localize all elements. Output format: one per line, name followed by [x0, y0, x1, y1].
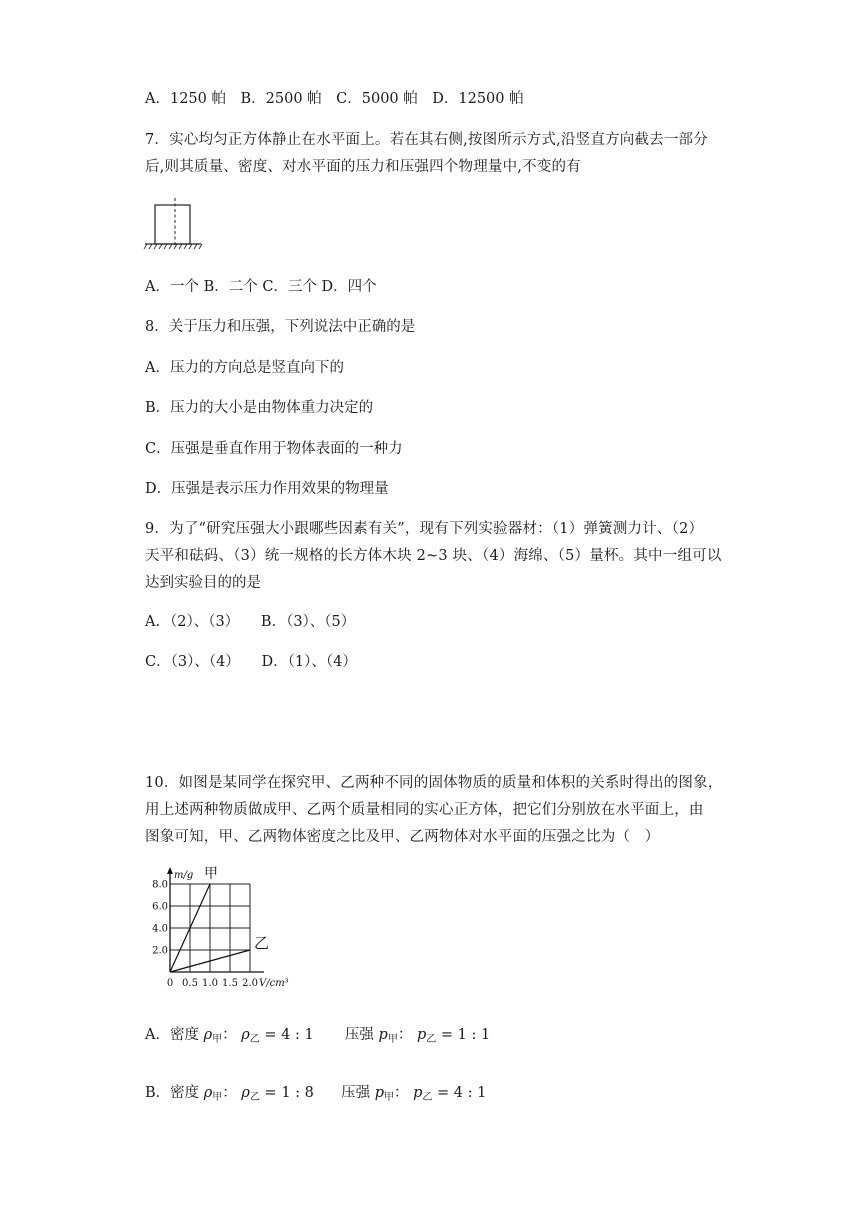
- q7-stem-line1: 7．实心均匀正方体静止在水平面上。若在其右侧,按图所示方式,沿竖直方向截去一部分: [145, 132, 708, 148]
- q10-option-a-density-ratio: 4 : 1: [281, 1027, 314, 1043]
- q8-option-b: B．压力的大小是由物体重力决定的: [145, 400, 374, 416]
- q10-option-a-pressure-ratio: 1 : 1: [457, 1027, 491, 1043]
- rho-jia-symbol: $\rho_甲$: [203, 1027, 223, 1045]
- y-tick-label: 4.0: [152, 923, 168, 935]
- x-tick-label: 1.5: [222, 978, 238, 989]
- q10-option-b-density-ratio: 1 : 8: [281, 1085, 314, 1101]
- x-tick-label: 2.0: [242, 978, 258, 989]
- y-axis-label: m/g: [174, 870, 194, 881]
- cube-outline: [155, 205, 190, 244]
- q6-options: A．1250 帕 B．2500 帕 C．5000 帕 D．12500 帕: [145, 91, 524, 107]
- rho-yi-symbol: $\rho_乙$: [241, 1027, 260, 1045]
- x-tick-label: 1.0: [202, 978, 218, 989]
- q8-option-a: A．压力的方向总是竖直向下的: [145, 360, 344, 376]
- chart-grid: [170, 884, 250, 972]
- p-jia-symbol: $p_甲$: [374, 1085, 394, 1103]
- q7-options: A．一个 B．二个 C．三个 D．四个: [145, 279, 377, 295]
- q10-option-b-pressure-ratio: 4 : 1: [453, 1085, 487, 1101]
- q10-option-a: A．密度 $\rho_甲$： $\rho_乙 = 4$ : 1 压强 $p_甲$： $p_乙 = 1$ : 1: [145, 1027, 491, 1045]
- q10-stem-line2: 用上述两种物质做成甲、乙两个质量相同的实心正方体，把它们分别放在水平面上，由: [145, 802, 704, 818]
- y-tick-label: 8.0: [152, 879, 168, 891]
- q9-options-line2: C．（3）、（4） D．（1）、（4）: [145, 654, 357, 670]
- q9-stem-line3: 达到实验目的的是: [145, 575, 261, 591]
- chart-axes: [167, 867, 264, 972]
- q8-option-c: C．压强是垂直作用于物体表面的一种力: [145, 441, 403, 457]
- q9-stem-line2: 天平和砝码、（3）统一规格的长方体木块 2~3 块、（4）海绵、（5）量杯。其中一组可以: [145, 548, 722, 564]
- q10-stem-line1: 10．如图是某同学在探究甲、乙两种不同的固体物质的质量和体积的关系时得出的图象，: [145, 775, 723, 791]
- y-tick-label: 2.0: [152, 945, 168, 957]
- q10-option-b-pressure-label: 压强: [341, 1085, 371, 1101]
- x-tick-label: 0.5: [182, 978, 198, 989]
- q10-stem-line3: 图象可知，甲、乙两物体密度之比及甲、乙两物体对水平面的压强之比为（ ）: [145, 829, 660, 845]
- q8-option-d: D．压强是表示压力作用效果的物理量: [145, 481, 389, 497]
- mass-volume-chart: [140, 862, 310, 997]
- q10-option-a-prefix: A．密度: [145, 1027, 199, 1043]
- p-yi-symbol: $p_乙$: [416, 1027, 437, 1045]
- q9-stem-line1: 9．为了“研究压强大小跟哪些因素有关”，现有下列实验器材：（1）弹簧测力计、（2）: [145, 521, 704, 537]
- q8-stem: 8．关于压力和压强，下列说法中正确的是: [145, 319, 416, 335]
- q10-option-a-pressure-label: 压强: [344, 1027, 374, 1043]
- x-tick-label: 0: [166, 978, 174, 989]
- q10-option-b-prefix: B．密度: [145, 1085, 200, 1101]
- rho-yi-symbol: $\rho_乙$: [241, 1085, 260, 1103]
- q10-option-b: B．密度 $\rho_甲$： $\rho_乙 = 1$ : 8 压强 $p_甲$： $p_乙 = 4$ : 1: [145, 1085, 487, 1103]
- ground-hatching: [144, 244, 202, 249]
- cube-on-surface-figure: [143, 196, 205, 254]
- x-axis-label: V/cm³: [259, 978, 289, 989]
- p-jia-symbol: $p_甲$: [378, 1027, 398, 1045]
- rho-jia-symbol: $\rho_甲$: [203, 1085, 223, 1103]
- series-label-yi: 乙: [254, 934, 270, 952]
- series-label-jia: 甲: [204, 866, 218, 882]
- y-axis-arrow: [167, 867, 173, 874]
- y-tick-label: 6.0: [152, 901, 168, 913]
- q7-stem-line2: 后,则其质量、密度、对水平面的压力和压强四个物理量中,不变的有: [145, 159, 581, 175]
- q9-options-line1: A．（2）、（3） B．（3）、（5）: [145, 614, 356, 630]
- p-yi-symbol: $p_乙$: [413, 1085, 433, 1103]
